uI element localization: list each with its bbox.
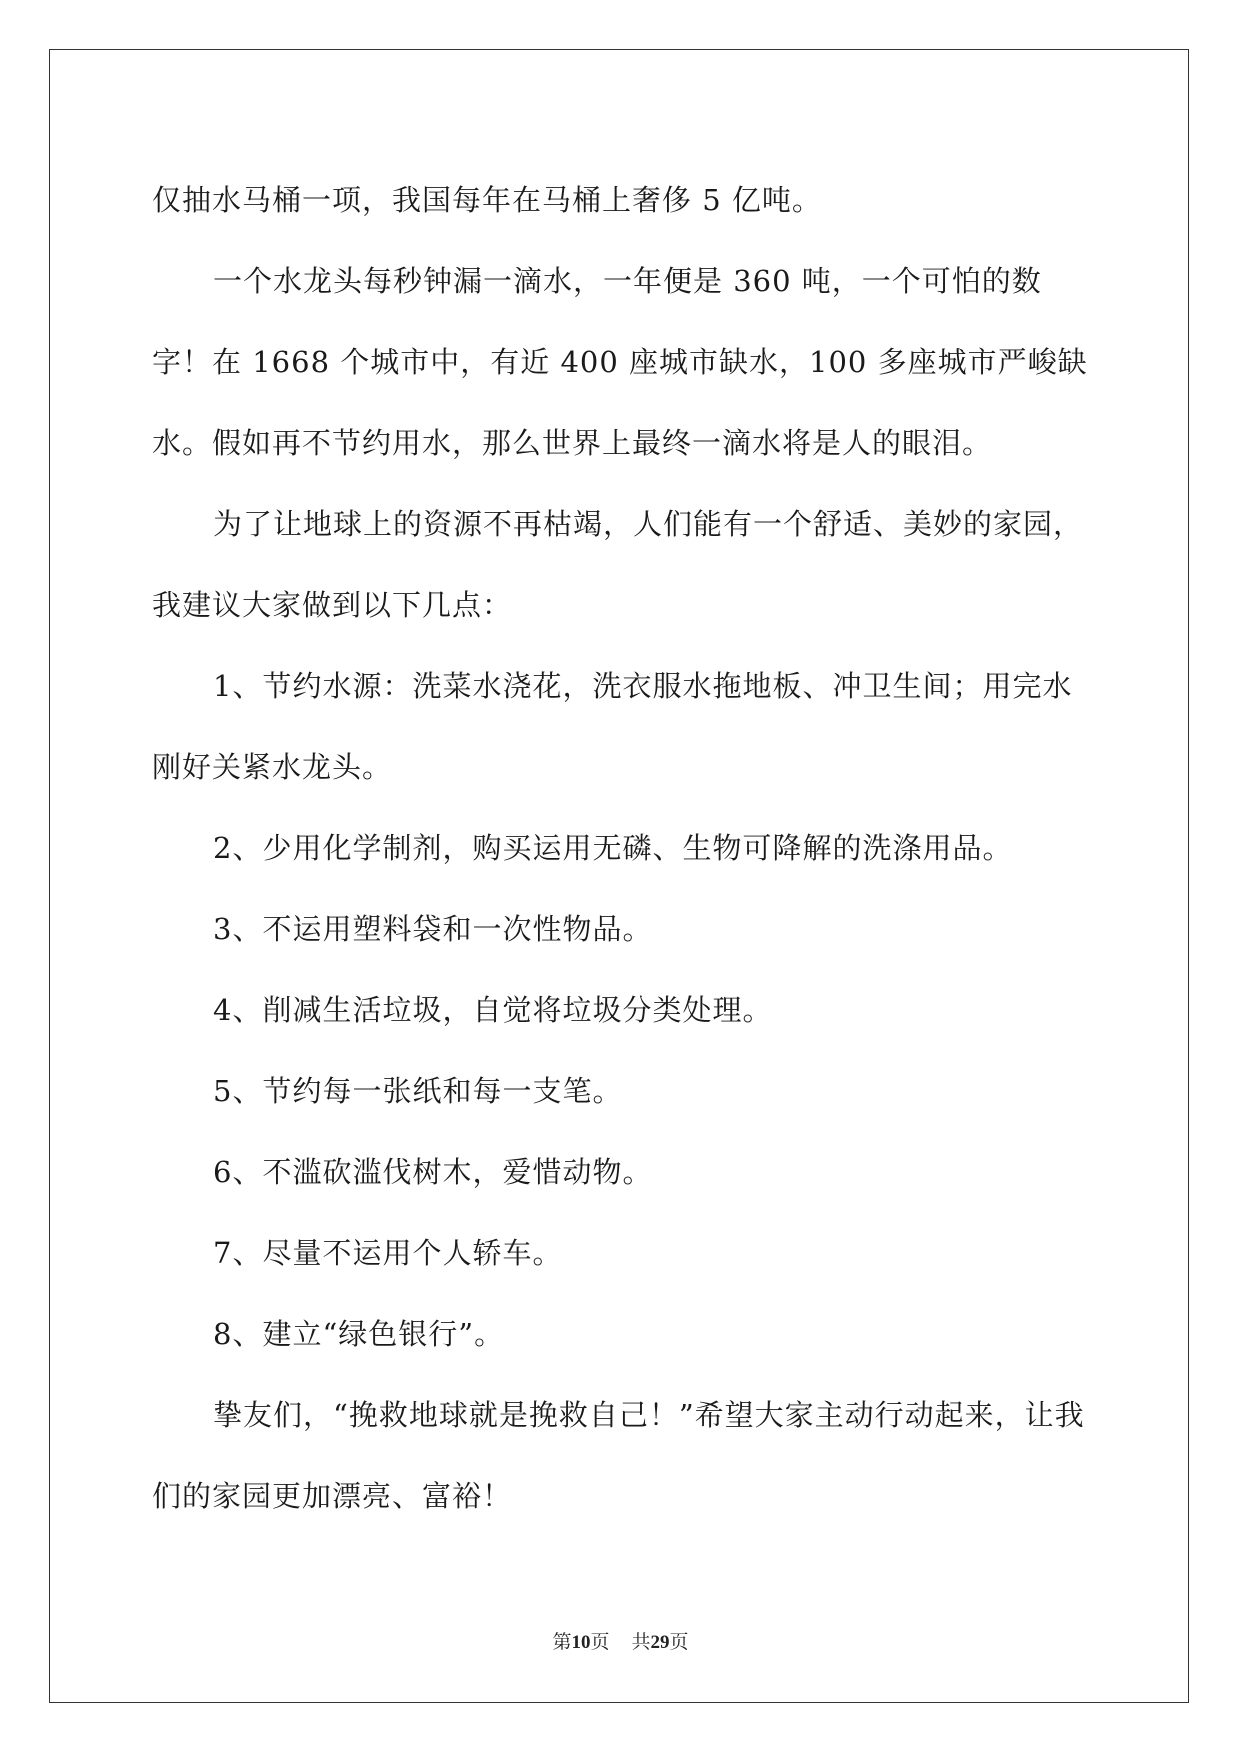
page-suffix: 页 — [590, 1631, 610, 1653]
list-item: 5、节约每一张纸和每一支笔。 — [213, 1074, 623, 1108]
page-prefix: 第 — [552, 1631, 572, 1653]
list-item: 2、少用化学制剂，购买运用无磷、生物可降解的洗涤用品。 — [213, 831, 1013, 865]
page-total: 29 — [650, 1632, 670, 1653]
list-item: 1、节约水源：洗菜水浇花，洗衣服水拖地板、冲卫生间；用完水刚好关紧水龙头。 — [152, 669, 1073, 784]
list-item: 4、削减生活垃圾，自觉将垃圾分类处理。 — [213, 993, 773, 1027]
list-item: 7、尽量不运用个人轿车。 — [213, 1236, 563, 1270]
paragraph: 为了让地球上的资源不再枯竭，人们能有一个舒适、美妙的家园，我建议大家做到以下几点： — [152, 507, 1084, 622]
list-item: 6、不滥砍滥伐树木，爱惜动物。 — [213, 1155, 653, 1189]
list-item: 3、不运用塑料袋和一次性物品。 — [213, 912, 653, 946]
page-footer — [0, 1627, 1241, 1654]
page-current: 10 — [571, 1632, 591, 1653]
paragraph: 一个水龙头每秒钟漏一滴水，一年便是 360 吨，一个可怕的数字！在 1668 个城市中，有近 400 座城市缺水，100 多座城市严峻缺水。假如再不节约用水，那么世界上最终一滴水将是人的眼泪。 — [152, 264, 1088, 460]
total-suffix: 页 — [669, 1631, 689, 1653]
total-prefix: 共 — [631, 1631, 651, 1653]
paragraph: 仅抽水马桶一项，我国每年在马桶上奢侈 5 亿吨。 — [152, 183, 822, 217]
list-item: 8、建立“绿色银行”。 — [213, 1317, 505, 1351]
closing-paragraph: 挚友们，“挽救地球就是挽救自己！”希望大家主动行动起来，让我们的家园更加漂亮、富裕！ — [152, 1398, 1085, 1513]
document-body — [152, 160, 1092, 1537]
